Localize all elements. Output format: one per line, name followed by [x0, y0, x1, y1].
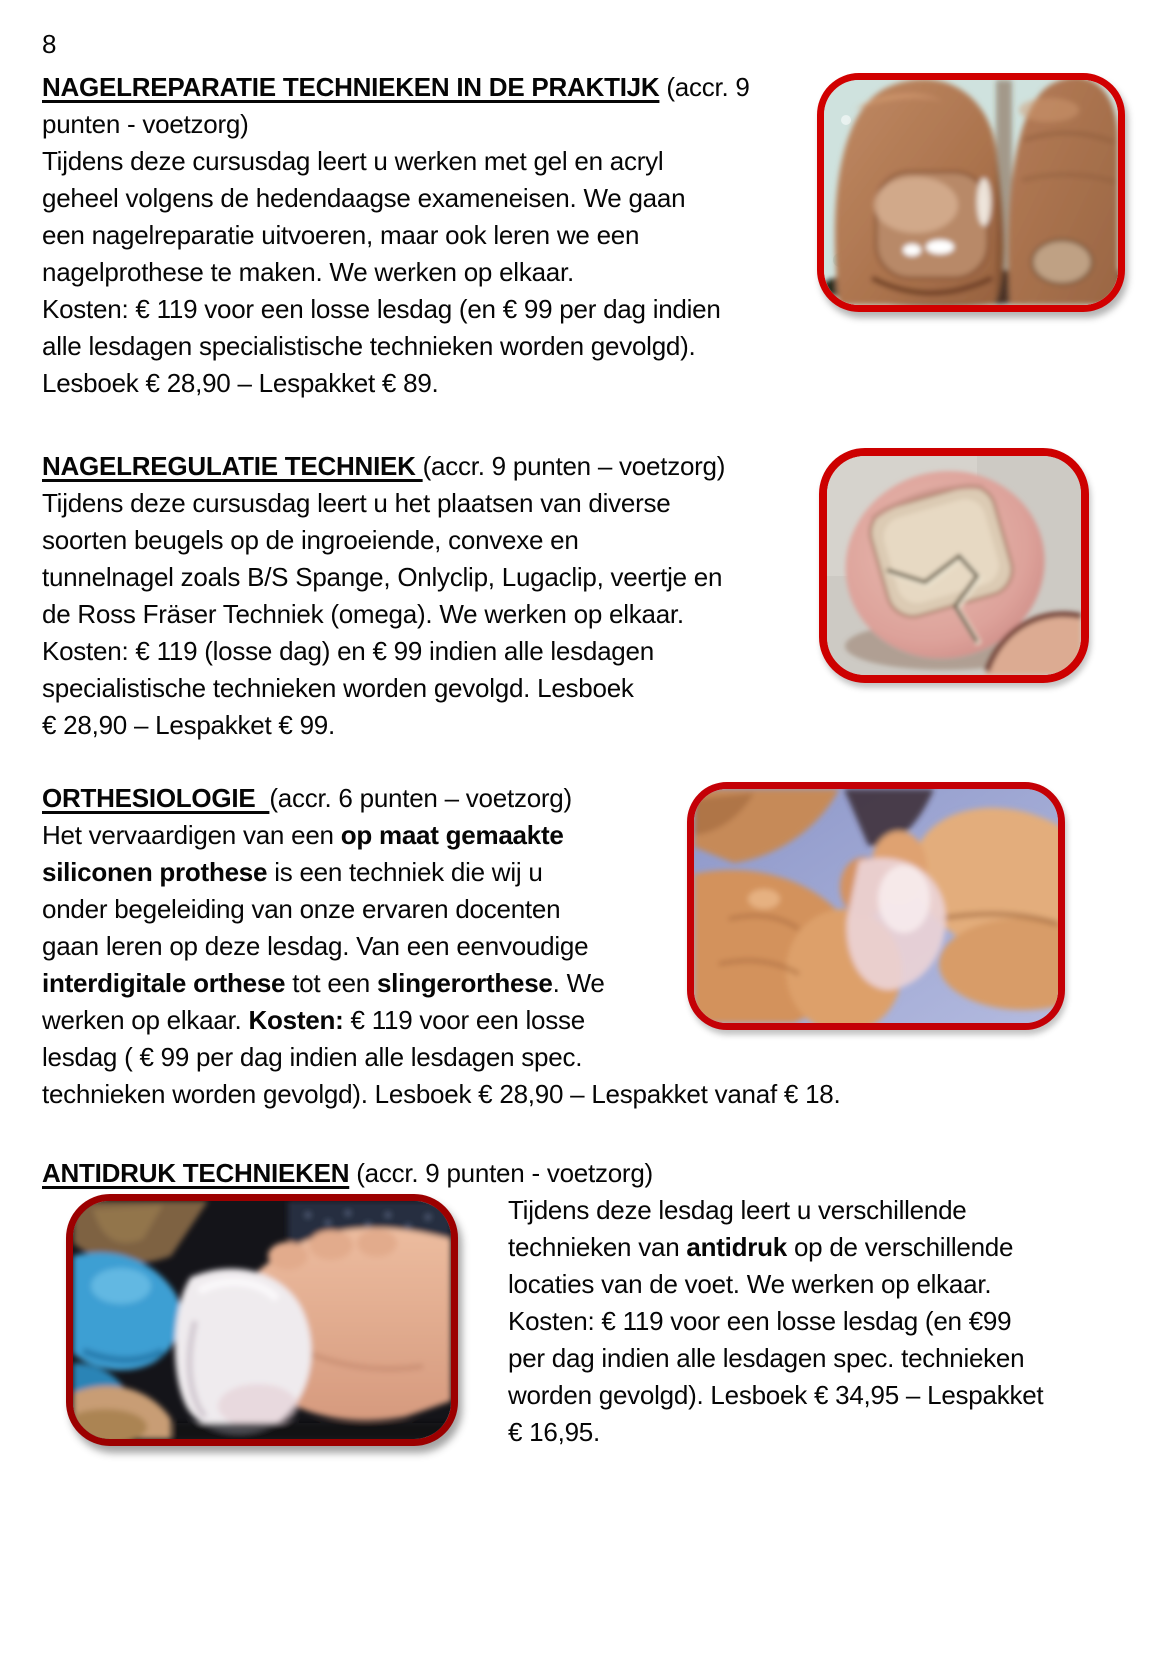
section-nagelreparatie — [42, 69, 1125, 402]
photo-nail-brace-wire — [819, 448, 1089, 683]
section-orthesiologie — [42, 780, 1125, 1113]
section-heading: ANTIDRUK TECHNIEKEN (accr. 9 punten - voetzorg) — [42, 1158, 653, 1188]
page-number: 8 — [42, 29, 57, 59]
section-heading: ORTHESIOLOGIE (accr. 6 punten – voetzorg) — [42, 783, 572, 813]
photo-foot-padding-bandage — [66, 1194, 458, 1446]
section-body-text: Tijdens deze cursusdag leert u het plaatsen van diverse soorten beugels op de ingroeiende, convexe en tunnelnagel zoals B/S Spange, Onlyclip, Lugaclip, veertje en de Ross Fräser Techniek (omega). We werken op elkaar. Kosten: € 119 (losse dag) en € 99 indien alle lesdagen specialistische technieken worden gevolgd. Lesboek € 28,90 – Lespakket € 99. — [42, 488, 723, 740]
foot-padding-illustration — [73, 1201, 451, 1439]
section-body-text: Het vervaardigen van een op maat gemaakte siliconen prothese is een techniek die wij u onder begeleiding van onze ervaren docenten gaan leren op deze lesdag. Van een eenvoudige interdigitale orthese tot een slingerorthese. We werken op elkaar. Kosten: € 119 voor een losse lesdag ( € 99 per dag indien alle lesdagen spec. technieken worden gevolgd). Lesboek € 28,90 – Lespakket vanaf € 18. — [42, 820, 841, 1109]
photo-silicone-prosthesis-hands — [687, 782, 1065, 1030]
section-body-text: Tijdens deze cursusdag leert u werken met gel en acryl geheel volgens de hedendaagse exameneisen. We gaan een nagelreparatie uitvoeren, maar ook leren we een nagelprothese te maken. We werken op elkaar. Kosten: € 119 voor een losse lesdag (en € 99 per dag indien alle lesdagen specialistische technieken worden gevolgd). Lesboek € 28,90 – Lespakket € 89. — [42, 146, 721, 398]
section-heading: NAGELREPARATIE TECHNIEKEN IN DE PRAKTIJK (accr. 9 punten - voetzorg) — [42, 72, 750, 139]
section-antidruk — [42, 1155, 1125, 1458]
toenails-illustration — [824, 80, 1118, 305]
photo-glossy-toenails — [817, 73, 1125, 312]
section-heading: NAGELREGULATIE TECHNIEK (accr. 9 punten – voetzorg) — [42, 451, 726, 481]
section-body-text: Tijdens deze lesdag leert u verschillende technieken van antidruk op de verschillende locaties van de voet. We werken op elkaar. Kosten: € 119 voor een losse lesdag (en €99 per dag indien alle lesdagen spec. technieken worden gevolgd). Lesboek € 34,95 – Lespakket € 16,95. — [508, 1195, 1044, 1447]
silicone-hands-illustration — [694, 789, 1058, 1023]
nail-brace-illustration — [827, 456, 1081, 675]
section-nagelregulatie — [42, 448, 1125, 744]
